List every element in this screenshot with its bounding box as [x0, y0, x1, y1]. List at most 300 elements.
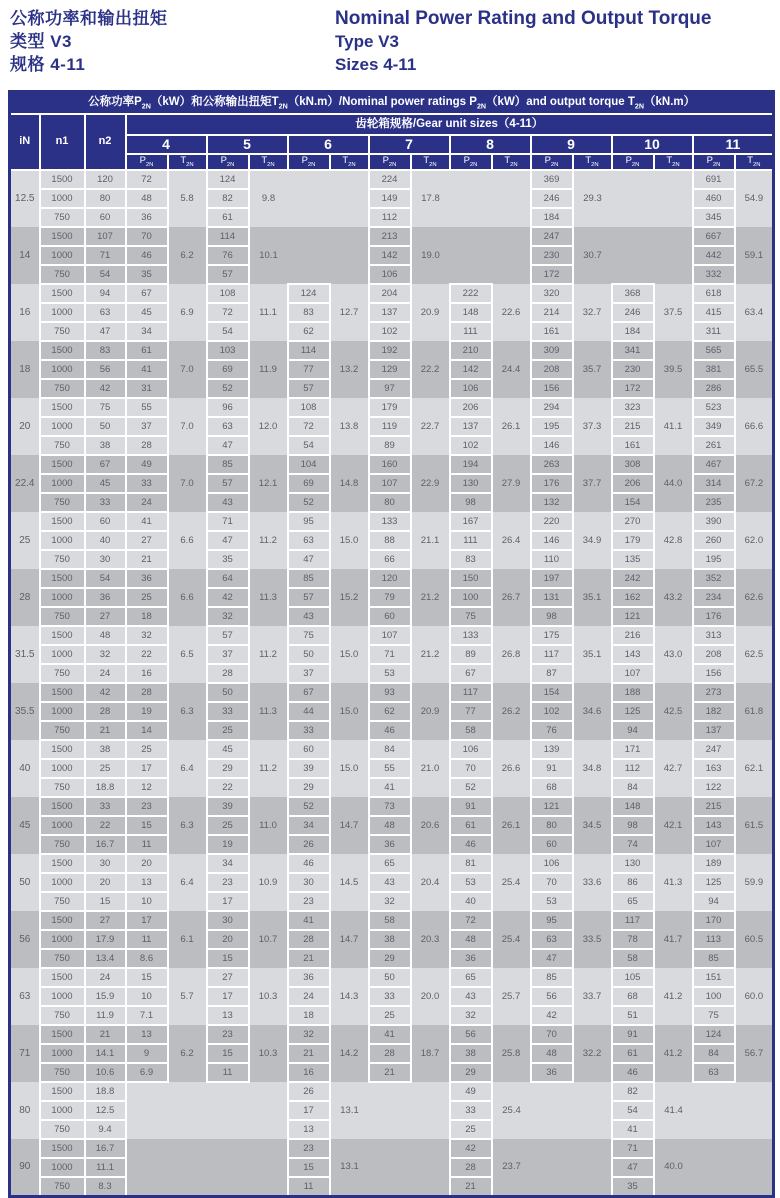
p2n-value-cell: 34: [126, 322, 168, 341]
p2n-value-cell: 106: [369, 265, 411, 284]
n1-cell: 1000: [40, 1101, 85, 1120]
p2n-value-cell: 121: [531, 797, 573, 816]
p2n-value-cell: 108: [288, 398, 330, 417]
p2n-value-cell: [531, 1139, 573, 1158]
n1-cell: 750: [40, 1177, 85, 1197]
p2n-value-cell: 63: [693, 1063, 735, 1082]
t2n-value-cell: 20.3: [411, 911, 450, 968]
p2n-value-cell: 50: [207, 683, 249, 702]
n2-cell: 38: [85, 436, 126, 455]
t2n-value-cell: 41.7: [654, 911, 693, 968]
t2n-value-cell: 33.6: [573, 854, 612, 911]
table-row: [10, 626, 774, 645]
p2n-value-cell: 32: [126, 626, 168, 645]
p2n-value-cell: [531, 1158, 573, 1177]
p2n-value-cell: 35: [126, 265, 168, 284]
p2n-value-cell: 50: [288, 645, 330, 664]
p2n-value-cell: 172: [612, 379, 654, 398]
p2n-value-cell: 57: [288, 588, 330, 607]
t2n-value-cell: 41.3: [654, 854, 693, 911]
p2n-value-cell: [693, 1139, 735, 1158]
t2n-value-cell: 6.2: [168, 227, 207, 284]
t2n-value-cell: [492, 170, 531, 227]
p2n-value-cell: 260: [693, 531, 735, 550]
t2n-value-cell: 59.1: [735, 227, 774, 284]
n1-cell: 750: [40, 1120, 85, 1139]
p2n-value-cell: 110: [531, 550, 573, 569]
p2n-value-cell: 23: [288, 892, 330, 911]
t2n-value-cell: 34.9: [573, 512, 612, 569]
t2n-value-cell: 14.3: [330, 968, 369, 1025]
n1-cell: 1500: [40, 341, 85, 360]
p2n-value-cell: 23: [288, 1139, 330, 1158]
table-row: [10, 569, 774, 588]
t2n-value-cell: 26.8: [492, 626, 531, 683]
n2-cell: 54: [85, 569, 126, 588]
p2n-value-cell: 57: [207, 265, 249, 284]
p2n-value-cell: 146: [531, 436, 573, 455]
n1-cell: 1500: [40, 740, 85, 759]
t2n-value-cell: 14.2: [330, 1025, 369, 1082]
p2n-value-cell: 22: [126, 645, 168, 664]
p2n-value-cell: [612, 170, 654, 189]
p2n-value-cell: [693, 1120, 735, 1139]
t2n-header: $T_{2N}$: [168, 154, 207, 170]
t2n-value-cell: [249, 1139, 288, 1197]
p2n-value-cell: 130: [450, 474, 492, 493]
p2n-value-cell: 467: [693, 455, 735, 474]
p2n-value-cell: 33: [126, 474, 168, 493]
p2n-value-cell: 36: [369, 835, 411, 854]
p2n-value-cell: 112: [612, 759, 654, 778]
p2n-value-cell: 69: [207, 360, 249, 379]
n2-cell: 27: [85, 911, 126, 930]
p2n-value-cell: [126, 1177, 168, 1197]
n1-cell: 1000: [40, 360, 85, 379]
p2n-value-cell: 216: [612, 626, 654, 645]
t2n-value-cell: 12.1: [249, 455, 288, 512]
sizes-label-zh: 规格 4-11: [10, 55, 86, 74]
t2n-value-cell: 22.6: [492, 284, 531, 341]
t2n-value-cell: 18.7: [411, 1025, 450, 1082]
n1-cell: 1500: [40, 512, 85, 531]
n2-cell: 45: [85, 474, 126, 493]
t2n-value-cell: 14.7: [330, 911, 369, 968]
n2-cell: 21: [85, 1025, 126, 1044]
p2n-value-cell: 117: [612, 911, 654, 930]
p2n-value-cell: 210: [450, 341, 492, 360]
t2n-value-cell: 26.1: [492, 797, 531, 854]
n1-cell: 1500: [40, 683, 85, 702]
p2n-value-cell: 22: [207, 778, 249, 797]
p2n-value-cell: 33: [288, 721, 330, 740]
p2n-value-cell: 21: [450, 1177, 492, 1197]
size-header-9: 9: [531, 135, 612, 154]
p2n-value-cell: 172: [531, 265, 573, 284]
p2n-value-cell: 84: [693, 1044, 735, 1063]
ratio-cell: 50: [10, 854, 40, 911]
n2-cell: 20: [85, 873, 126, 892]
p2n-value-cell: 74: [612, 835, 654, 854]
n2-cell: 42: [85, 683, 126, 702]
t2n-value-cell: [492, 227, 531, 284]
p2n-value-cell: 25: [207, 816, 249, 835]
p2n-value-cell: 224: [369, 170, 411, 189]
p2n-value-cell: 130: [612, 854, 654, 873]
t2n-value-cell: 10.1: [249, 227, 288, 284]
p2n-value-cell: 77: [450, 702, 492, 721]
size-header-8: 8: [450, 135, 531, 154]
p2n-value-cell: 26: [288, 1082, 330, 1101]
p2n-value-cell: 49: [450, 1082, 492, 1101]
t2n-value-cell: 11.3: [249, 683, 288, 740]
p2n-value-cell: 415: [693, 303, 735, 322]
p2n-value-cell: 19: [207, 835, 249, 854]
table-row: [10, 455, 774, 474]
n1-cell: 1500: [40, 854, 85, 873]
n2-cell: 16.7: [85, 1139, 126, 1158]
n1-cell: 750: [40, 1063, 85, 1082]
p2n-value-cell: 247: [531, 227, 573, 246]
ratio-cell: 20: [10, 398, 40, 455]
t2n-value-cell: 62.6: [735, 569, 774, 626]
p2n-value-cell: 46: [450, 835, 492, 854]
t2n-value-cell: 34.6: [573, 683, 612, 740]
p2n-value-cell: [126, 1139, 168, 1158]
table-row: [10, 854, 774, 873]
p2n-value-cell: [450, 170, 492, 189]
t2n-value-cell: [411, 1139, 450, 1197]
p2n-value-cell: 104: [288, 455, 330, 474]
t2n-value-cell: 61.5: [735, 797, 774, 854]
p2n-value-cell: 124: [693, 1025, 735, 1044]
t2n-value-cell: 14.8: [330, 455, 369, 512]
p2n-value-cell: 215: [693, 797, 735, 816]
p2n-value-cell: 53: [450, 873, 492, 892]
p2n-value-cell: 67: [288, 683, 330, 702]
p2n-value-cell: 67: [126, 284, 168, 303]
t2n-value-cell: 25.4: [492, 911, 531, 968]
n1-cell: 750: [40, 778, 85, 797]
n1-cell: 1000: [40, 417, 85, 436]
p2n-value-cell: 71: [207, 512, 249, 531]
p2n-value-cell: 175: [531, 626, 573, 645]
p2n-value-cell: 83: [450, 550, 492, 569]
n2-cell: 21: [85, 721, 126, 740]
n2-cell: 33: [85, 797, 126, 816]
n1-cell: 1500: [40, 1025, 85, 1044]
p2n-value-cell: 117: [531, 645, 573, 664]
p2n-value-cell: 30: [207, 911, 249, 930]
n2-cell: 40: [85, 531, 126, 550]
p2n-value-cell: 208: [693, 645, 735, 664]
t2n-value-cell: 37.7: [573, 455, 612, 512]
p2n-value-cell: 95: [288, 512, 330, 531]
t2n-value-cell: 10.3: [249, 968, 288, 1025]
p2n-value-cell: [288, 246, 330, 265]
p2n-value-cell: 206: [450, 398, 492, 417]
size-header-5: 5: [207, 135, 288, 154]
p2n-value-cell: 28: [126, 683, 168, 702]
p2n-value-cell: [612, 189, 654, 208]
ratio-cell: 71: [10, 1025, 40, 1082]
t2n-value-cell: 21.1: [411, 512, 450, 569]
t2n-value-cell: [654, 170, 693, 227]
t2n-value-cell: 32.2: [573, 1025, 612, 1082]
n2-cell: 67: [85, 455, 126, 474]
p2n-value-cell: 195: [531, 417, 573, 436]
p2n-value-cell: 345: [693, 208, 735, 227]
p2n-value-cell: 54: [207, 322, 249, 341]
p2n-value-cell: 72: [288, 417, 330, 436]
p2n-value-cell: 13: [207, 1006, 249, 1025]
p2n-value-cell: 17: [126, 911, 168, 930]
p2n-value-cell: 107: [369, 626, 411, 645]
p2n-value-cell: 18: [126, 607, 168, 626]
p2n-value-cell: [207, 1120, 249, 1139]
p2n-value-cell: 28: [369, 1044, 411, 1063]
p2n-value-cell: 31: [126, 379, 168, 398]
t2n-value-cell: 20.6: [411, 797, 450, 854]
p2n-value-cell: 98: [450, 493, 492, 512]
p2n-value-cell: 161: [531, 322, 573, 341]
p2n-value-cell: 21: [126, 550, 168, 569]
p2n-value-cell: 323: [612, 398, 654, 417]
p2n-value-cell: 194: [450, 455, 492, 474]
p2n-value-cell: 32: [288, 1025, 330, 1044]
p2n-value-cell: 142: [450, 360, 492, 379]
p2n-value-cell: 47: [531, 949, 573, 968]
table-main-title: 公称功率$P_{2N}(kW)$和公称输出扭矩$T_{2N}(kN.m)$/Nominal power ratings $P_{2N}(kW)and$ output torque $T_{2N}(kN.m)$: [10, 92, 774, 115]
p2n-value-cell: 68: [531, 778, 573, 797]
p2n-value-cell: 54: [612, 1101, 654, 1120]
n2-cell: 80: [85, 189, 126, 208]
sizes-label-en: Sizes 4-11: [335, 55, 417, 74]
t2n-header: $T_{2N}$: [573, 154, 612, 170]
p2n-value-cell: 129: [369, 360, 411, 379]
p2n-value-cell: 17: [207, 987, 249, 1006]
p2n-value-cell: [369, 1158, 411, 1177]
p2n-value-cell: 60: [288, 740, 330, 759]
ratio-cell: 25: [10, 512, 40, 569]
t2n-value-cell: 37.3: [573, 398, 612, 455]
p2n-value-cell: [288, 227, 330, 246]
p2n-header: $P_{2N}$: [450, 154, 492, 170]
n2-cell: 33: [85, 493, 126, 512]
t2n-value-cell: 6.1: [168, 911, 207, 968]
table-row: [10, 398, 774, 417]
table-row: [10, 797, 774, 816]
n2-cell: 42: [85, 379, 126, 398]
t2n-value-cell: 29.3: [573, 170, 612, 227]
p2n-value-cell: 16: [126, 664, 168, 683]
n2-cell: 83: [85, 341, 126, 360]
p2n-value-cell: 107: [693, 835, 735, 854]
p2n-value-cell: 89: [369, 436, 411, 455]
p2n-value-cell: 62: [288, 322, 330, 341]
n1-cell: 1500: [40, 398, 85, 417]
p2n-value-cell: 332: [693, 265, 735, 284]
p2n-value-cell: 48: [450, 930, 492, 949]
n1-cell: 750: [40, 493, 85, 512]
n2-cell: 11.9: [85, 1006, 126, 1025]
p2n-value-cell: 41: [288, 911, 330, 930]
p2n-value-cell: 7.1: [126, 1006, 168, 1025]
t2n-value-cell: 43.2: [654, 569, 693, 626]
p2n-value-cell: 60: [531, 835, 573, 854]
p2n-value-cell: 42: [531, 1006, 573, 1025]
p2n-value-cell: 46: [126, 246, 168, 265]
p2n-value-cell: 19: [126, 702, 168, 721]
p2n-value-cell: 146: [531, 531, 573, 550]
p2n-value-cell: 25: [126, 588, 168, 607]
p2n-value-cell: 320: [531, 284, 573, 303]
p2n-value-cell: 20: [207, 930, 249, 949]
p2n-value-cell: 246: [612, 303, 654, 322]
p2n-value-cell: 369: [531, 170, 573, 189]
t2n-value-cell: 41.2: [654, 968, 693, 1025]
p2n-value-cell: 143: [693, 816, 735, 835]
n1-cell: 750: [40, 949, 85, 968]
ratio-cell: 22.4: [10, 455, 40, 512]
p2n-value-cell: 50: [369, 968, 411, 987]
t2n-value-cell: 20.9: [411, 683, 450, 740]
p2n-value-cell: 65: [612, 892, 654, 911]
p2n-value-cell: 308: [612, 455, 654, 474]
p2n-value-cell: 32: [207, 607, 249, 626]
p2n-header: $P_{2N}$: [531, 154, 573, 170]
p2n-value-cell: 87: [531, 664, 573, 683]
p2n-value-cell: [126, 1120, 168, 1139]
t2n-value-cell: 62.0: [735, 512, 774, 569]
t2n-value-cell: [168, 1082, 207, 1139]
p2n-value-cell: 49: [126, 455, 168, 474]
p2n-value-cell: 135: [612, 550, 654, 569]
p2n-value-cell: 23: [126, 797, 168, 816]
p2n-value-cell: 36: [450, 949, 492, 968]
n2-cell: 63: [85, 303, 126, 322]
n1-cell: 1500: [40, 284, 85, 303]
p2n-value-cell: 13: [126, 873, 168, 892]
ratio-cell: 45: [10, 797, 40, 854]
p2n-value-cell: 21: [288, 1044, 330, 1063]
p2n-value-cell: 81: [450, 854, 492, 873]
n1-cell: 1500: [40, 227, 85, 246]
p2n-value-cell: 61: [126, 341, 168, 360]
p2n-value-cell: 197: [531, 569, 573, 588]
p2n-value-cell: 56: [450, 1025, 492, 1044]
p2n-value-cell: 150: [450, 569, 492, 588]
t2n-value-cell: 25.7: [492, 968, 531, 1025]
p2n-value-cell: 24: [126, 493, 168, 512]
t2n-value-cell: 22.2: [411, 341, 450, 398]
n1-cell: 1000: [40, 303, 85, 322]
p2n-value-cell: 170: [693, 911, 735, 930]
t2n-value-cell: 37.5: [654, 284, 693, 341]
p2n-value-cell: 79: [369, 588, 411, 607]
p2n-value-cell: 46: [612, 1063, 654, 1082]
ratio-cell: 18: [10, 341, 40, 398]
p2n-value-cell: 52: [288, 493, 330, 512]
p2n-value-cell: 93: [369, 683, 411, 702]
p2n-value-cell: 66: [369, 550, 411, 569]
p2n-value-cell: 41: [126, 512, 168, 531]
t2n-value-cell: 41.4: [654, 1082, 693, 1139]
n2-cell: 12.5: [85, 1101, 126, 1120]
t2n-value-cell: 56.7: [735, 1025, 774, 1082]
t2n-value-cell: 13.1: [330, 1082, 369, 1139]
t2n-value-cell: 7.0: [168, 341, 207, 398]
n2-cell: 11.1: [85, 1158, 126, 1177]
p2n-value-cell: [369, 1177, 411, 1197]
p2n-value-cell: 25: [450, 1120, 492, 1139]
p2n-value-cell: 154: [612, 493, 654, 512]
gear-sizes-header: 齿轮箱规格/Gear unit sizes（4-11）: [126, 114, 774, 135]
p2n-value-cell: 27: [126, 531, 168, 550]
p2n-value-cell: 23: [207, 873, 249, 892]
p2n-value-cell: 65: [369, 854, 411, 873]
n2-cell: 15: [85, 892, 126, 911]
p2n-value-cell: 314: [693, 474, 735, 493]
t2n-value-cell: 26.1: [492, 398, 531, 455]
p2n-value-cell: 17: [288, 1101, 330, 1120]
n2-cell: 71: [85, 246, 126, 265]
p2n-value-cell: 120: [369, 569, 411, 588]
p2n-value-cell: 10: [126, 987, 168, 1006]
p2n-value-cell: 84: [612, 778, 654, 797]
p2n-value-cell: 43: [288, 607, 330, 626]
p2n-value-cell: 13: [288, 1120, 330, 1139]
t2n-header: $T_{2N}$: [654, 154, 693, 170]
p2n-value-cell: 67: [450, 664, 492, 683]
t2n-value-cell: 35.7: [573, 341, 612, 398]
n2-cell: 54: [85, 265, 126, 284]
t2n-value-cell: 25.4: [492, 1082, 531, 1139]
p2n-value-cell: 273: [693, 683, 735, 702]
t2n-value-cell: [330, 170, 369, 227]
p2n-value-cell: 85: [531, 968, 573, 987]
p2n-value-cell: 45: [126, 303, 168, 322]
p2n-value-cell: 114: [288, 341, 330, 360]
p2n-value-cell: 96: [207, 398, 249, 417]
n2-cell: 48: [85, 626, 126, 645]
p2n-value-cell: 62: [369, 702, 411, 721]
p2n-value-cell: 98: [531, 607, 573, 626]
p2n-value-cell: [207, 1158, 249, 1177]
p2n-value-cell: 102: [531, 702, 573, 721]
p2n-value-cell: 41: [126, 360, 168, 379]
p2n-value-cell: 106: [450, 740, 492, 759]
p2n-value-cell: 214: [531, 303, 573, 322]
page-title-chinese: [10, 7, 335, 76]
p2n-value-cell: 121: [612, 607, 654, 626]
p2n-value-cell: [531, 1177, 573, 1197]
t2n-value-cell: 39.5: [654, 341, 693, 398]
p2n-value-cell: 133: [369, 512, 411, 531]
t2n-value-cell: 6.9: [168, 284, 207, 341]
t2n-value-cell: [411, 1082, 450, 1139]
ratio-cell: 80: [10, 1082, 40, 1139]
table-row: [10, 170, 774, 189]
t2n-value-cell: 35.1: [573, 569, 612, 626]
p2n-value-cell: 352: [693, 569, 735, 588]
p2n-value-cell: 29: [288, 778, 330, 797]
page-title-en: Nominal Power Rating and Output Torque: [335, 8, 712, 29]
ratio-cell: 28: [10, 569, 40, 626]
p2n-value-cell: 33: [369, 987, 411, 1006]
t2n-value-cell: 13.8: [330, 398, 369, 455]
p2n-value-cell: 25: [126, 740, 168, 759]
